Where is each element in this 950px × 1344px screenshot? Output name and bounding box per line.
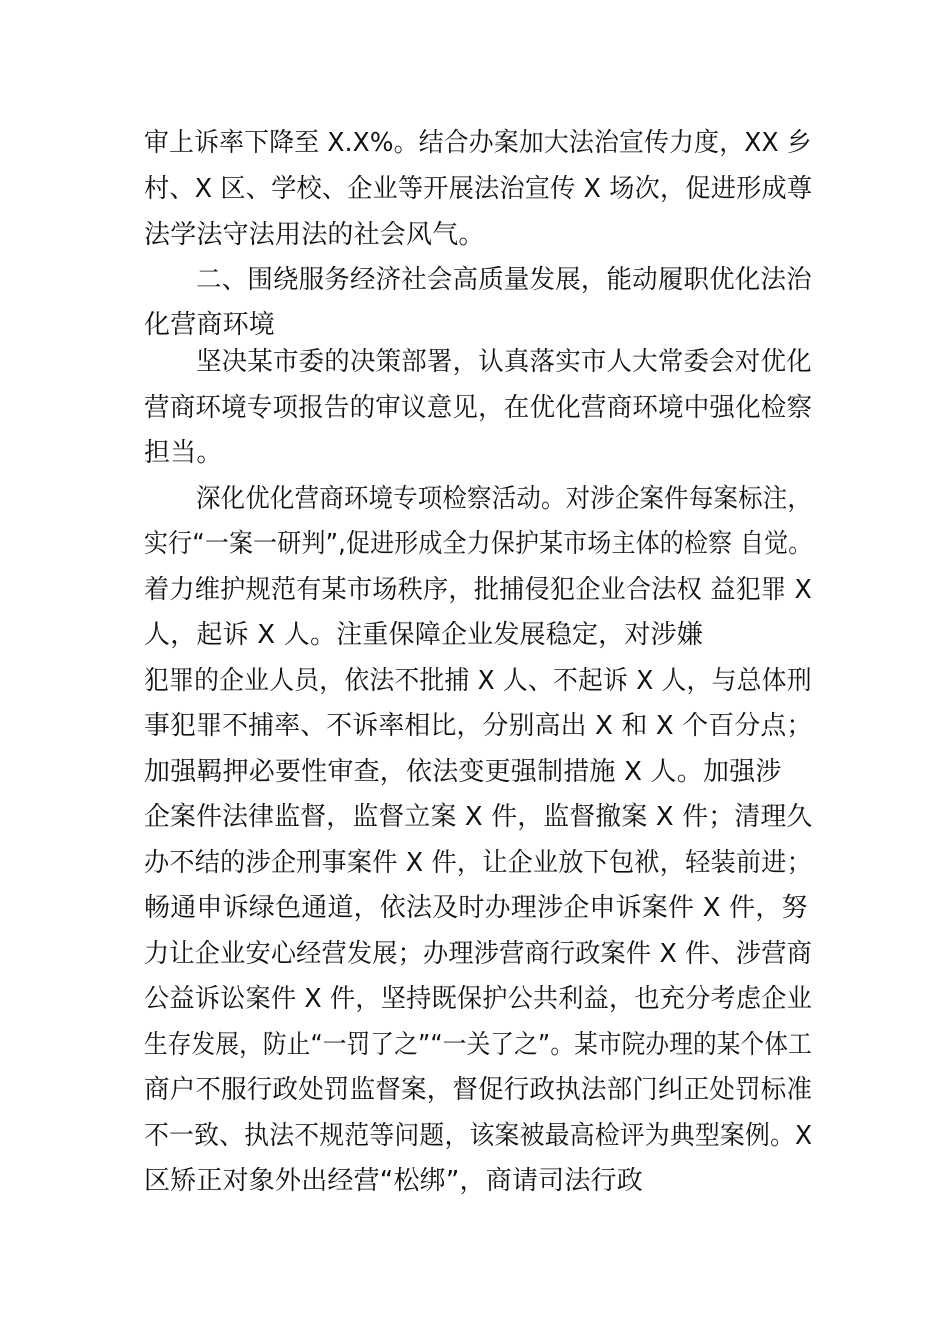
text-line-9: 深化优化营商环境专项检察活动。对涉企案件每案标注，	[196, 484, 813, 514]
text-line-17: 办不结的涉企刑事案件 X 件，让企业放下包袱，轻装前进；	[144, 848, 812, 878]
text-line-11: 着力维护规范有某市场秩序，批捕侵犯企业合法权 益犯罪 X	[144, 575, 812, 605]
text-line-1: 审上诉率下降至 X.X%。结合办案加大法治宣传力度，XX 乡	[144, 128, 812, 158]
text-line-12: 人，起诉 X 人。注重保障企业发展稳定，对涉嫌	[144, 620, 703, 650]
text-line-6: 坚决某市委的决策部署，认真落实市人大常委会对优化	[196, 347, 812, 377]
text-line-22: 商户不服行政处罚监督案，督促行政执法部门纠正处罚标准	[144, 1075, 813, 1105]
text-line-13: 犯罪的企业人员，依法不批捕 X 人、不起诉 X 人，与总体刑	[144, 666, 812, 696]
text-line-8: 担当。	[144, 438, 223, 468]
text-line-23: 不一致、执法不规范等问题，该案被最高检评为典型案例。X	[144, 1121, 813, 1151]
text-line-15: 加强羁押必要性审查，依法变更强制措施 X 人。加强涉	[144, 757, 782, 787]
text-line-7: 营商环境专项报告的审议意见，在优化营商环境中强化检察	[144, 393, 813, 423]
text-line-18: 畅通申诉绿色通道，依法及时办理涉企申诉案件 X 件，努	[144, 893, 808, 923]
text-line-19: 力让企业安心经营发展；办理涉营商行政案件 X 件、涉营商	[144, 939, 812, 969]
text-line-10: 实行“一案一研判”,促进形成全力保护某市场主体的检察 自觉。	[144, 529, 813, 559]
section-heading-line-2: 化营商环境	[144, 310, 276, 340]
text-line-3: 法学法守法用法的社会风气。	[144, 220, 485, 250]
text-line-21: 生存发展，防止“一罚了之”“一关了之”。某市院办理的某个体工	[144, 1030, 812, 1060]
text-line-14: 事犯罪不捕率、不诉率相比，分别高出 X 和 X 个百分点；	[144, 711, 813, 741]
section-heading-line-1: 二、围绕服务经济社会高质量发展，能动履职优化法治	[196, 265, 812, 295]
text-line-24: 区矫正对象外出经营“松绑”，商请司法行政	[144, 1166, 643, 1196]
text-line-2: 村、X 区、学校、企业等开展法治宣传 X 场次，促进形成尊	[144, 174, 813, 204]
text-line-20: 公益诉讼案件 X 件，坚持既保护公共利益，也充分考虑企业	[144, 984, 812, 1014]
text-line-16: 企案件法律监督，监督立案 X 件，监督撤案 X 件；清理久	[144, 802, 813, 832]
